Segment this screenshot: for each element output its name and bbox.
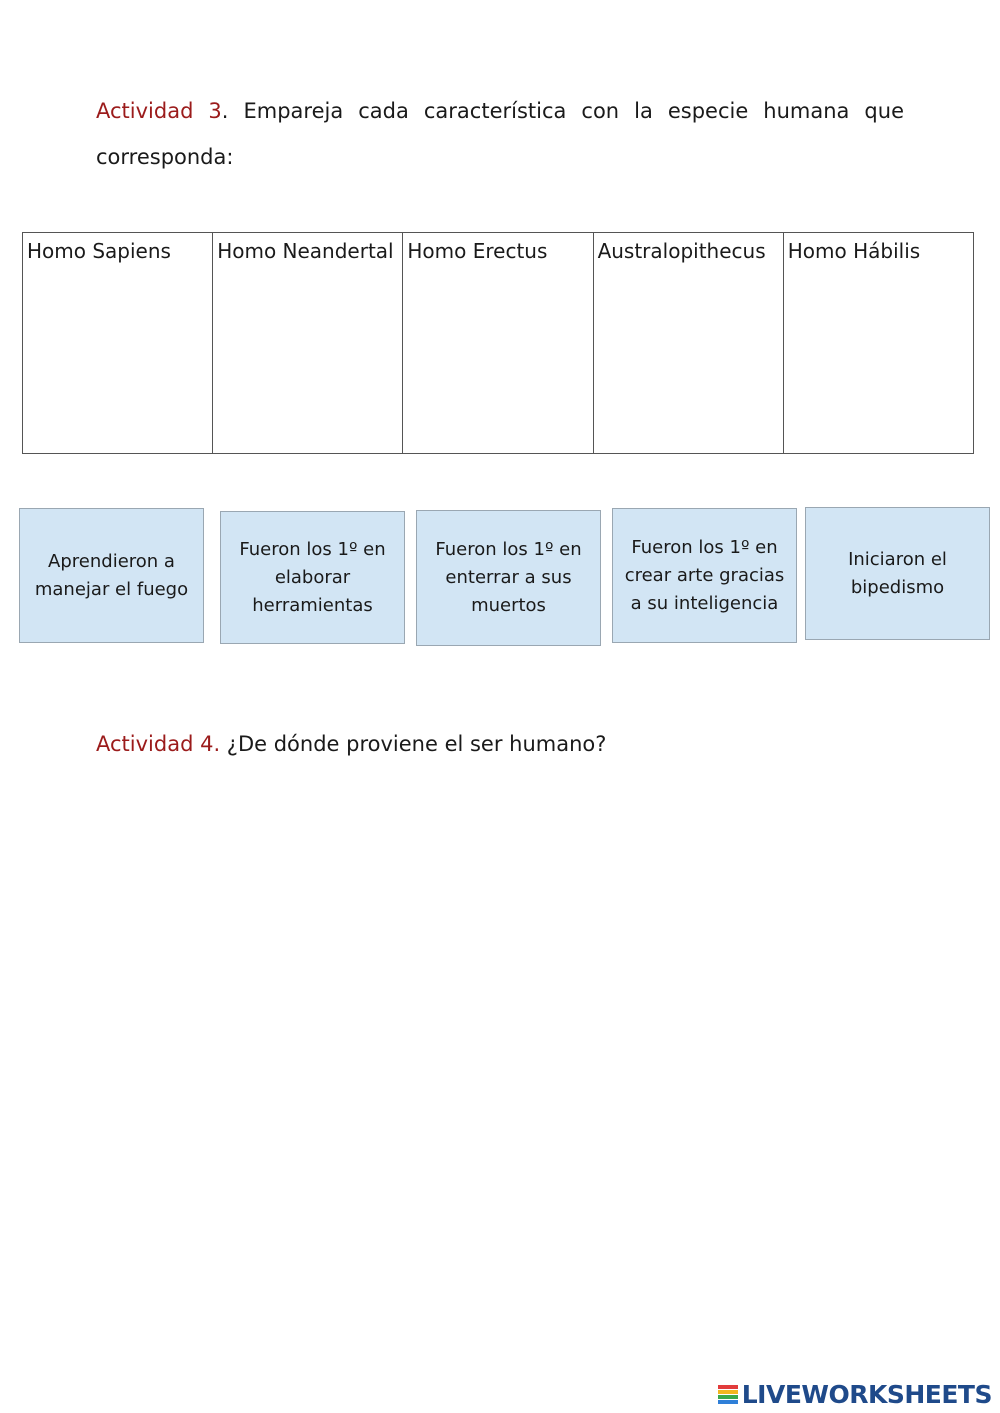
draggable-card[interactable] (805, 507, 990, 640)
drop-zone-homo-habilis[interactable] (783, 233, 973, 454)
column-header: Australopithecus (597, 239, 766, 263)
card-text: Aprendieron a manejar el fuego (34, 550, 189, 600)
card-text: Fueron los 1º en elaborar herramientas (239, 538, 386, 616)
logo-text: LIVEWORKSHEETS (741, 1379, 992, 1409)
column-header: Homo Neandertal (217, 239, 394, 263)
liveworksheets-logo (718, 1378, 992, 1410)
logo-mark-icon (718, 1385, 738, 1404)
column-header: Homo Hábilis (787, 239, 921, 263)
draggable-card[interactable] (612, 508, 797, 643)
drop-zone-homo-erectus[interactable] (403, 233, 593, 454)
drop-zone-homo-neandertal[interactable] (213, 233, 403, 454)
activity-4-question (96, 721, 904, 767)
column-header: Homo Sapiens (27, 239, 171, 263)
activity-3-text: . Empareja cada característica con la especie humana que corresponda: (96, 99, 904, 169)
drop-zone-australopithecus[interactable] (593, 233, 783, 454)
activity-3-instruction (96, 88, 904, 180)
card-text: Fueron los 1º en crear arte gracias a su inteligencia (624, 536, 785, 614)
draggable-card[interactable] (19, 508, 204, 643)
activity-3-label: Actividad 3 (96, 99, 222, 123)
card-text: Fueron los 1º en enterrar a sus muertos (435, 539, 582, 616)
drop-zone-homo-sapiens[interactable] (23, 233, 213, 454)
draggable-card[interactable] (220, 511, 405, 644)
activity-4-label: Actividad 4. (96, 732, 221, 756)
species-match-table (22, 232, 974, 454)
draggable-card[interactable] (416, 510, 601, 646)
card-text: Iniciaron el bipedismo (848, 548, 947, 598)
column-header: Homo Erectus (407, 239, 548, 263)
activity-4-text: ¿De dónde proviene el ser humano? (220, 732, 607, 756)
